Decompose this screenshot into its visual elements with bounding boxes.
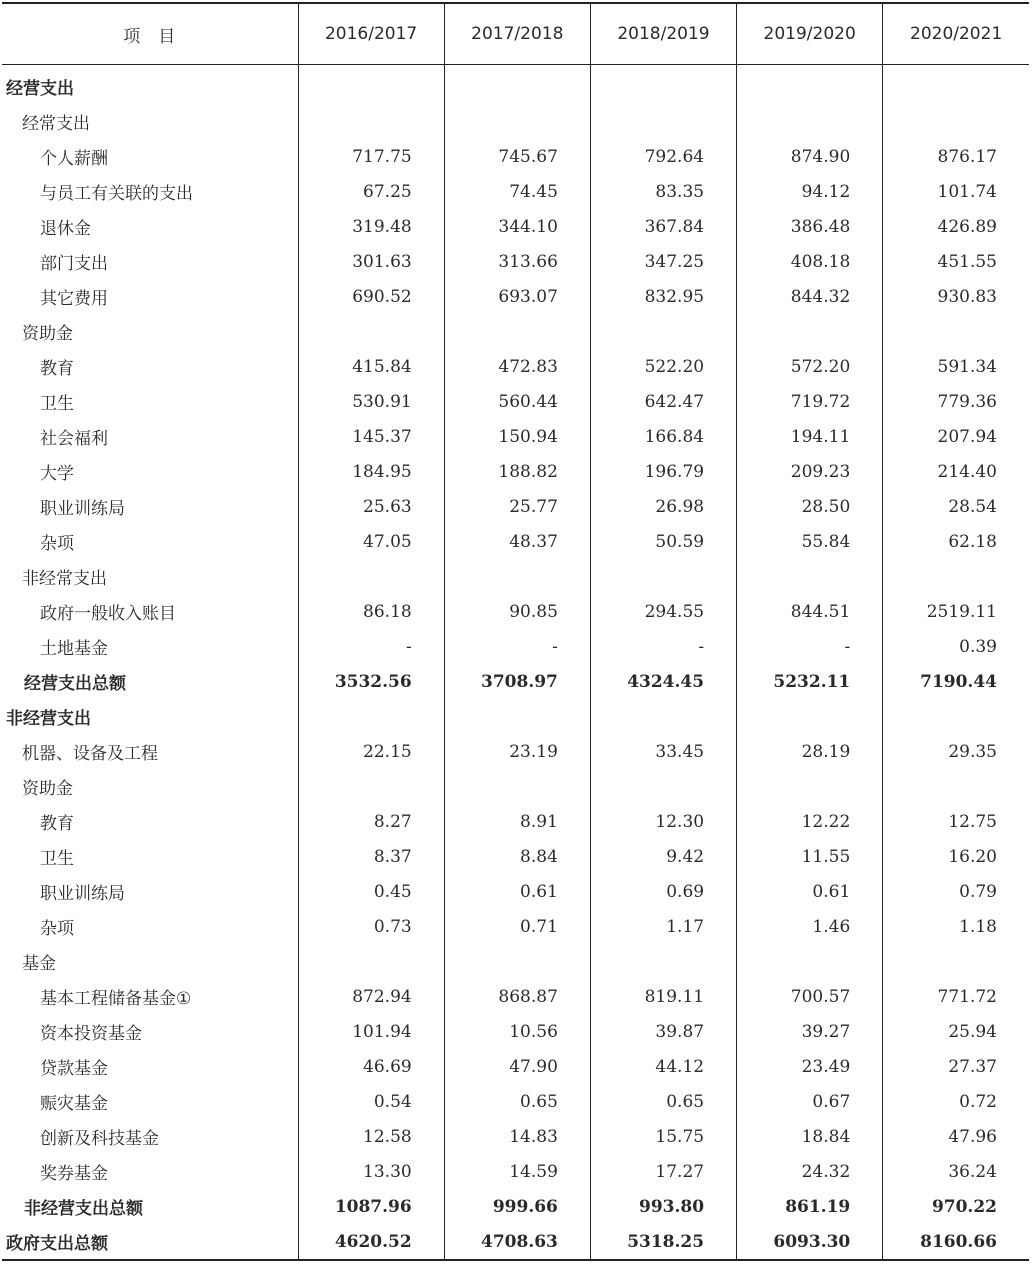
value-cell: 44.12 <box>590 1049 736 1084</box>
table-row <box>2 1119 1029 1154</box>
row-label: 职业训练局 <box>40 884 125 904</box>
row-label: 非经营支出总额 <box>24 1199 143 1219</box>
row-label: 基本工程储备基金① <box>40 989 192 1009</box>
value-cell: 970.22 <box>883 1189 1029 1224</box>
value-cell: 861.19 <box>737 1189 883 1224</box>
total-row <box>2 664 1029 699</box>
value-cell: 693.07 <box>444 279 590 314</box>
row-label: 资助金 <box>22 779 73 799</box>
value-cell: 28.19 <box>737 734 883 769</box>
row-label: 经营支出 <box>6 79 74 99</box>
value-cell <box>590 699 736 734</box>
value-cell: 472.83 <box>444 349 590 384</box>
value-cell: 999.66 <box>444 1189 590 1224</box>
row-label: 其它费用 <box>40 289 108 309</box>
value-cell: 48.37 <box>444 524 590 559</box>
value-cell: 4620.52 <box>298 1224 444 1260</box>
value-cell: 386.48 <box>737 209 883 244</box>
value-cell: 9.42 <box>590 839 736 874</box>
row-label: 资助金 <box>22 324 73 344</box>
value-cell: 408.18 <box>737 244 883 279</box>
value-cell <box>298 769 444 804</box>
row-label: 非经常支出 <box>22 569 107 589</box>
value-cell <box>883 769 1029 804</box>
table-row <box>2 734 1029 769</box>
value-cell: 12.30 <box>590 804 736 839</box>
value-cell: 5318.25 <box>590 1224 736 1260</box>
row-label: 土地基金 <box>40 639 108 659</box>
value-cell: 779.36 <box>883 384 1029 419</box>
value-cell: 560.44 <box>444 384 590 419</box>
value-cell: 10.56 <box>444 1014 590 1049</box>
row-label: 经常支出 <box>22 114 90 134</box>
column-header-year: 2019/2020 <box>737 3 883 65</box>
value-cell <box>590 559 736 594</box>
value-cell <box>444 559 590 594</box>
value-cell: 23.49 <box>737 1049 883 1084</box>
table-row <box>2 1084 1029 1119</box>
value-cell: 11.55 <box>737 839 883 874</box>
value-cell: 150.94 <box>444 419 590 454</box>
row-label: 个人薪酬 <box>40 149 108 169</box>
value-cell: 993.80 <box>590 1189 736 1224</box>
value-cell: 24.32 <box>737 1154 883 1189</box>
value-cell: 832.95 <box>590 279 736 314</box>
value-cell: 313.66 <box>444 244 590 279</box>
value-cell <box>590 944 736 979</box>
value-cell: 62.18 <box>883 524 1029 559</box>
value-cell: - <box>444 629 590 664</box>
value-cell: 717.75 <box>298 139 444 174</box>
row-label: 创新及科技基金 <box>40 1129 159 1149</box>
table-row <box>2 279 1029 314</box>
table-row <box>2 559 1029 594</box>
value-cell: 0.69 <box>590 874 736 909</box>
value-cell: 690.52 <box>298 279 444 314</box>
row-label: 卫生 <box>40 394 74 414</box>
value-cell: - <box>737 629 883 664</box>
value-cell: 74.45 <box>444 174 590 209</box>
value-cell: 319.48 <box>298 209 444 244</box>
value-cell: 0.73 <box>298 909 444 944</box>
table-row <box>2 1154 1029 1189</box>
value-cell: 4324.45 <box>590 664 736 699</box>
value-cell <box>444 65 590 105</box>
value-cell <box>298 104 444 139</box>
value-cell: 25.63 <box>298 489 444 524</box>
value-cell: 90.85 <box>444 594 590 629</box>
table-row <box>2 139 1029 174</box>
value-cell: 15.75 <box>590 1119 736 1154</box>
value-cell: 0.65 <box>444 1084 590 1119</box>
value-cell <box>883 314 1029 349</box>
value-cell <box>737 944 883 979</box>
value-cell: 39.87 <box>590 1014 736 1049</box>
value-cell <box>298 65 444 105</box>
value-cell: 3708.97 <box>444 664 590 699</box>
value-cell: 4708.63 <box>444 1224 590 1260</box>
column-header-item: 项目 <box>2 3 298 65</box>
value-cell: 0.67 <box>737 1084 883 1119</box>
value-cell: 415.84 <box>298 349 444 384</box>
row-label: 经营支出总额 <box>24 674 126 694</box>
value-cell: 17.27 <box>590 1154 736 1189</box>
table-row <box>2 839 1029 874</box>
value-cell: 6093.30 <box>737 1224 883 1260</box>
value-cell: 347.25 <box>590 244 736 279</box>
row-label: 基金 <box>22 954 56 974</box>
row-label: 政府支出总额 <box>2 1224 298 1260</box>
table-row <box>2 629 1029 664</box>
value-cell: 1.17 <box>590 909 736 944</box>
value-cell: 868.87 <box>444 979 590 1014</box>
value-cell: 67.25 <box>298 174 444 209</box>
value-cell: 145.37 <box>298 419 444 454</box>
value-cell <box>444 699 590 734</box>
row-label: 与员工有关联的支出 <box>40 184 193 204</box>
table-row <box>2 489 1029 524</box>
value-cell: 745.67 <box>444 139 590 174</box>
value-cell: 3532.56 <box>298 664 444 699</box>
value-cell: 1087.96 <box>298 1189 444 1224</box>
value-cell: 8.91 <box>444 804 590 839</box>
value-cell: 28.50 <box>737 489 883 524</box>
value-cell <box>883 559 1029 594</box>
table-row <box>2 209 1029 244</box>
total-row <box>2 1189 1029 1224</box>
value-cell: 700.57 <box>737 979 883 1014</box>
value-cell: 33.45 <box>590 734 736 769</box>
table-row <box>2 874 1029 909</box>
value-cell: 18.84 <box>737 1119 883 1154</box>
value-cell: - <box>590 629 736 664</box>
table-row <box>2 244 1029 279</box>
value-cell <box>444 944 590 979</box>
value-cell: 12.58 <box>298 1119 444 1154</box>
table-row <box>2 314 1029 349</box>
value-cell: 0.61 <box>737 874 883 909</box>
table-row <box>2 1014 1029 1049</box>
value-cell: 13.30 <box>298 1154 444 1189</box>
value-cell: 209.23 <box>737 454 883 489</box>
table-body <box>2 65 1029 1261</box>
value-cell: 47.96 <box>883 1119 1029 1154</box>
value-cell <box>737 559 883 594</box>
value-cell <box>883 104 1029 139</box>
row-label: 杂项 <box>40 534 74 554</box>
value-cell: 101.94 <box>298 1014 444 1049</box>
value-cell: 0.39 <box>883 629 1029 664</box>
value-cell: 294.55 <box>590 594 736 629</box>
expenditure-table <box>2 2 1029 1261</box>
value-cell: 572.20 <box>737 349 883 384</box>
value-cell <box>737 314 883 349</box>
table-row <box>2 944 1029 979</box>
table-row <box>2 1049 1029 1084</box>
table-row <box>2 769 1029 804</box>
value-cell: 194.11 <box>737 419 883 454</box>
value-cell <box>883 65 1029 105</box>
value-cell <box>298 699 444 734</box>
value-cell <box>883 944 1029 979</box>
value-cell: 8160.66 <box>883 1224 1029 1260</box>
value-cell <box>883 699 1029 734</box>
value-cell: 844.51 <box>737 594 883 629</box>
value-cell: 7190.44 <box>883 664 1029 699</box>
value-cell: 1.18 <box>883 909 1029 944</box>
row-label: 赈灾基金 <box>40 1094 108 1114</box>
value-cell: 2519.11 <box>883 594 1029 629</box>
value-cell: - <box>298 629 444 664</box>
value-cell: 591.34 <box>883 349 1029 384</box>
table-row <box>2 419 1029 454</box>
value-cell: 426.89 <box>883 209 1029 244</box>
value-cell: 0.45 <box>298 874 444 909</box>
value-cell: 36.24 <box>883 1154 1029 1189</box>
value-cell: 16.20 <box>883 839 1029 874</box>
value-cell <box>444 314 590 349</box>
table-row <box>2 454 1029 489</box>
value-cell <box>737 699 883 734</box>
value-cell: 188.82 <box>444 454 590 489</box>
value-cell: 14.83 <box>444 1119 590 1154</box>
value-cell <box>737 104 883 139</box>
column-header-year: 2018/2019 <box>590 3 736 65</box>
value-cell: 47.05 <box>298 524 444 559</box>
value-cell: 930.83 <box>883 279 1029 314</box>
table-row <box>2 349 1029 384</box>
value-cell: 166.84 <box>590 419 736 454</box>
value-cell: 39.27 <box>737 1014 883 1049</box>
value-cell: 0.72 <box>883 1084 1029 1119</box>
value-cell: 844.32 <box>737 279 883 314</box>
value-cell: 522.20 <box>590 349 736 384</box>
table-row <box>2 65 1029 105</box>
row-label: 贷款基金 <box>40 1059 108 1079</box>
value-cell: 214.40 <box>883 454 1029 489</box>
header-row <box>2 3 1029 65</box>
value-cell: 771.72 <box>883 979 1029 1014</box>
value-cell: 8.84 <box>444 839 590 874</box>
value-cell <box>444 769 590 804</box>
row-label: 奖券基金 <box>40 1164 108 1184</box>
value-cell: 0.54 <box>298 1084 444 1119</box>
value-cell: 819.11 <box>590 979 736 1014</box>
value-cell: 207.94 <box>883 419 1029 454</box>
value-cell <box>737 769 883 804</box>
row-label: 职业训练局 <box>40 499 125 519</box>
value-cell: 28.54 <box>883 489 1029 524</box>
value-cell: 12.75 <box>883 804 1029 839</box>
value-cell: 29.35 <box>883 734 1029 769</box>
value-cell: 101.74 <box>883 174 1029 209</box>
value-cell <box>590 769 736 804</box>
value-cell: 5232.11 <box>737 664 883 699</box>
value-cell: 47.90 <box>444 1049 590 1084</box>
value-cell: 1.46 <box>737 909 883 944</box>
table-row <box>2 104 1029 139</box>
row-label: 机器、设备及工程 <box>22 744 158 764</box>
value-cell: 0.61 <box>444 874 590 909</box>
table-row <box>2 384 1029 419</box>
value-cell: 23.19 <box>444 734 590 769</box>
table-row <box>2 804 1029 839</box>
row-label: 卫生 <box>40 849 74 869</box>
value-cell: 22.15 <box>298 734 444 769</box>
value-cell <box>590 314 736 349</box>
value-cell: 196.79 <box>590 454 736 489</box>
value-cell: 530.91 <box>298 384 444 419</box>
value-cell: 83.35 <box>590 174 736 209</box>
row-label: 杂项 <box>40 919 74 939</box>
row-label: 非经营支出 <box>6 709 91 729</box>
value-cell <box>590 65 736 105</box>
value-cell <box>298 559 444 594</box>
value-cell <box>737 65 883 105</box>
value-cell: 94.12 <box>737 174 883 209</box>
table-row <box>2 699 1029 734</box>
value-cell: 184.95 <box>298 454 444 489</box>
value-cell: 86.18 <box>298 594 444 629</box>
value-cell <box>298 314 444 349</box>
value-cell: 876.17 <box>883 139 1029 174</box>
value-cell: 719.72 <box>737 384 883 419</box>
value-cell: 25.94 <box>883 1014 1029 1049</box>
value-cell: 0.79 <box>883 874 1029 909</box>
value-cell: 25.77 <box>444 489 590 524</box>
value-cell: 26.98 <box>590 489 736 524</box>
value-cell: 46.69 <box>298 1049 444 1084</box>
row-label: 教育 <box>40 814 74 834</box>
value-cell: 642.47 <box>590 384 736 419</box>
value-cell: 872.94 <box>298 979 444 1014</box>
value-cell: 55.84 <box>737 524 883 559</box>
table-row <box>2 979 1029 1014</box>
table-row <box>2 524 1029 559</box>
value-cell <box>298 944 444 979</box>
table-row <box>2 909 1029 944</box>
value-cell: 344.10 <box>444 209 590 244</box>
value-cell: 0.65 <box>590 1084 736 1119</box>
value-cell <box>590 104 736 139</box>
column-header-year: 2020/2021 <box>883 3 1029 65</box>
row-label: 社会福利 <box>40 429 108 449</box>
value-cell: 301.63 <box>298 244 444 279</box>
value-cell: 8.27 <box>298 804 444 839</box>
row-label: 教育 <box>40 359 74 379</box>
value-cell: 0.71 <box>444 909 590 944</box>
value-cell: 14.59 <box>444 1154 590 1189</box>
table-row <box>2 174 1029 209</box>
row-label: 退休金 <box>40 219 91 239</box>
column-header-year: 2017/2018 <box>444 3 590 65</box>
value-cell: 451.55 <box>883 244 1029 279</box>
row-label: 政府一般收入账目 <box>40 604 176 624</box>
row-label: 资本投资基金 <box>40 1024 142 1044</box>
value-cell: 367.84 <box>590 209 736 244</box>
row-label: 大学 <box>40 464 74 484</box>
row-label: 部门支出 <box>40 254 108 274</box>
value-cell: 27.37 <box>883 1049 1029 1084</box>
value-cell: 792.64 <box>590 139 736 174</box>
value-cell: 50.59 <box>590 524 736 559</box>
value-cell <box>444 104 590 139</box>
column-header-year: 2016/2017 <box>298 3 444 65</box>
value-cell: 8.37 <box>298 839 444 874</box>
table-row <box>2 594 1029 629</box>
value-cell: 12.22 <box>737 804 883 839</box>
value-cell: 874.90 <box>737 139 883 174</box>
total-row <box>2 1224 1029 1260</box>
